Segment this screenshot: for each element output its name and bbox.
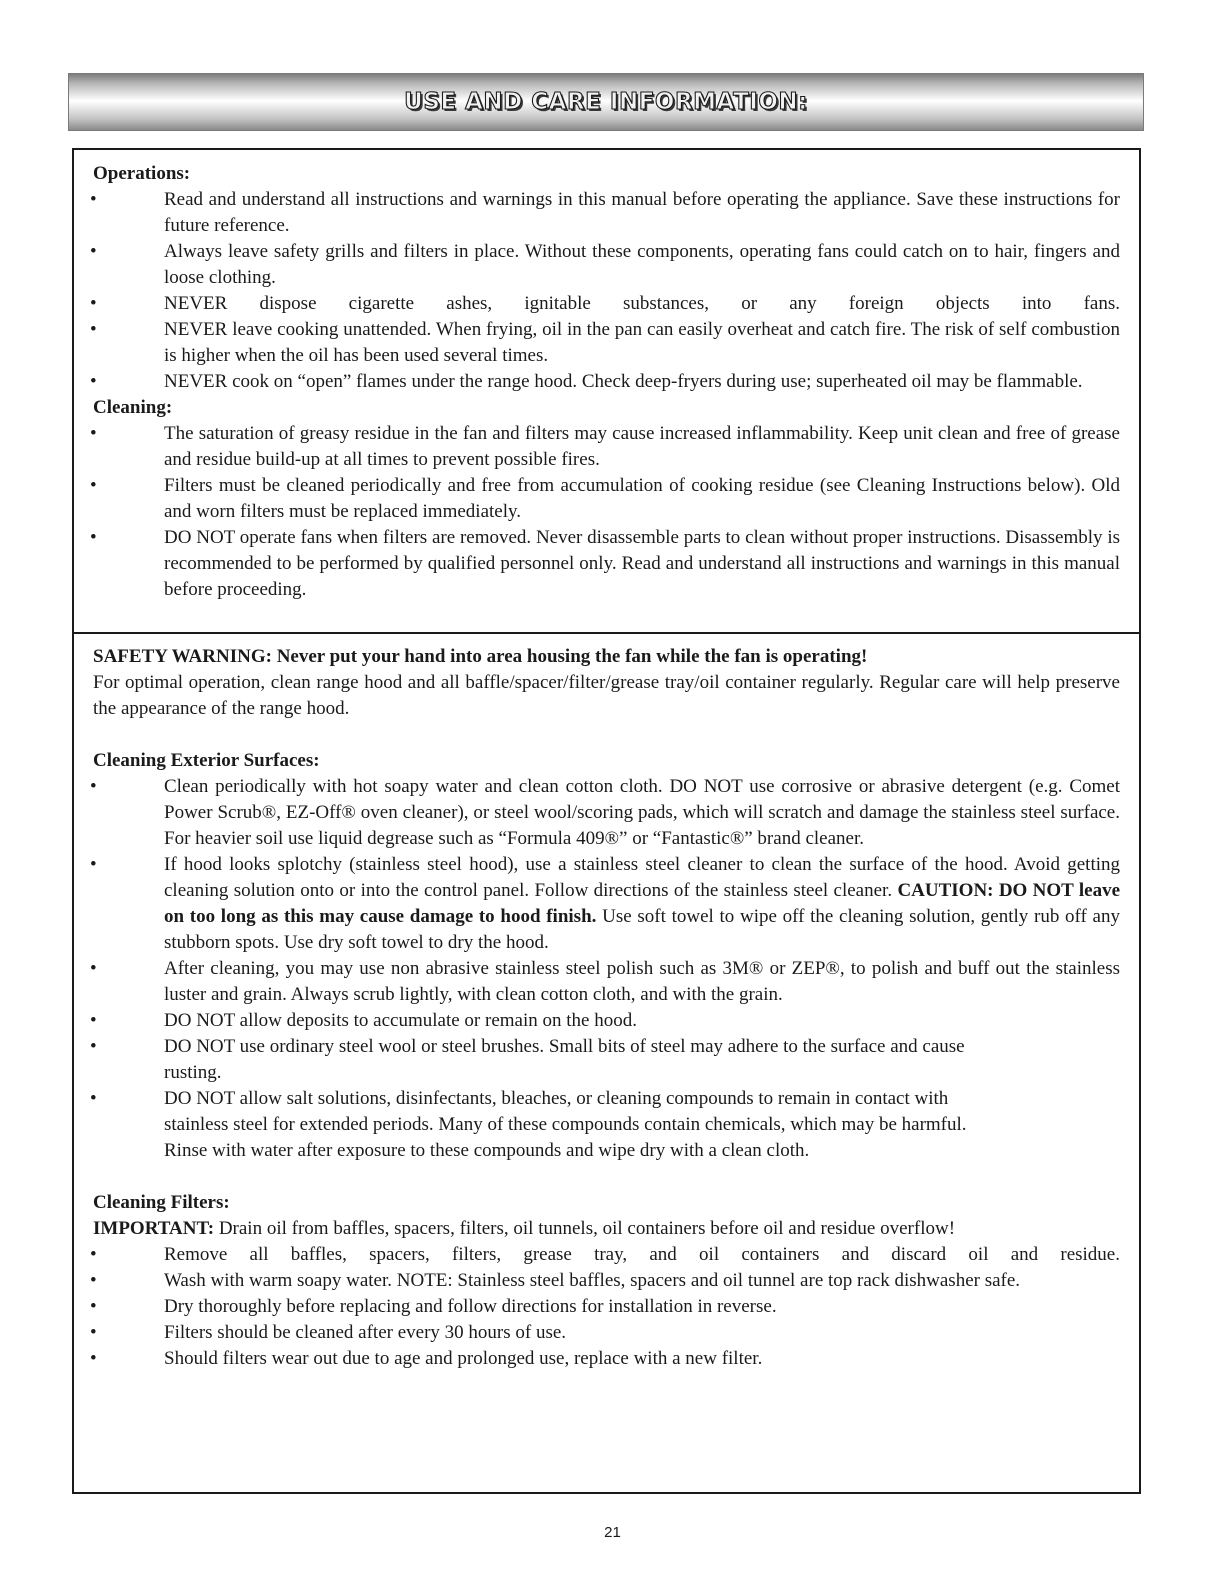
operations-heading: Operations:: [93, 163, 191, 184]
caution-text: CAUTION: DO NOT leave on too long as this may cause damage to hood finish.: [164, 880, 1121, 927]
filters-list: [93, 1242, 1120, 1372]
safety-text: For optimal operation, clean range hood and all baffle/spacer/filter/grease tray/oil container regularly. Regular care will help preserve the appearance of the range hood.: [93, 672, 1120, 719]
exterior-item-line: rusting.: [164, 1062, 222, 1083]
operations-item-text: • NEVER dispose cigarette ashes, ignitable substances, or any foreign objects into fans.: [164, 293, 1120, 314]
spacer: [93, 722, 1120, 748]
filters-item: [93, 1242, 1120, 1268]
spacer: [93, 1164, 1120, 1190]
filters-item-text: • Remove all baffles, spacers, filters, grease tray, and oil containers and discard oil and residue.: [164, 1244, 1120, 1265]
operations-list: [93, 187, 1120, 395]
cleaning-list: [93, 421, 1120, 603]
cleaning-item: • Filters must be cleaned periodically and free from accumulation of cooking residue (see Cleaning Instructions below). Old and worn filters must be replaced immediately.: [93, 473, 1120, 525]
exterior-item: • DO NOT allow deposits to accumulate or remain on the hood.: [93, 1008, 1120, 1034]
operations-item: • Always leave safety grills and filters in place. Without these components, operating fans could catch on to hair, fingers and loose clothing.: [93, 239, 1120, 291]
exterior-item: [93, 1034, 1120, 1086]
exterior-item: • Clean periodically with hot soapy water and clean cotton cloth. DO NOT use corrosive or abrasive detergent (e.g. Comet Power Scrub®, EZ-Off® oven cleaner), or steel wool/scoring pads, which will scratch and damage the stainless steel surface. For heavier soil use liquid degrease such as “Formula 409®” or “Fantastic®” brand cleaner.: [93, 774, 1120, 852]
operations-cleaning-box: [72, 148, 1141, 633]
filters-heading: Cleaning Filters:: [93, 1192, 230, 1213]
exterior-item: [93, 1086, 1120, 1164]
operations-item: • Read and understand all instructions and warnings in this manual before operating the appliance. Save these instructions for future reference.: [93, 187, 1120, 239]
exterior-item: • After cleaning, you may use non abrasive stainless steel polish such as 3M® or ZEP®, to polish and buff out the stainless luster and grain. Always scrub lightly, with clean cotton cloth, and with the grain.: [93, 956, 1120, 1008]
maintenance-box: [72, 632, 1141, 1494]
filters-item: • Filters should be cleaned after every 30 hours of use.: [93, 1320, 1120, 1346]
exterior-item-line: • DO NOT use ordinary steel wool or steel brushes. Small bits of steel may adhere to the surface and cause: [164, 1036, 965, 1057]
filters-item: • Wash with warm soapy water. NOTE: Stainless steel baffles, spacers and oil tunnel are top rack dishwasher safe.: [93, 1268, 1120, 1294]
operations-item: • NEVER leave cooking unattended. When frying, oil in the pan can easily overheat and catch fire. The risk of self combustion is higher when the oil has been used several times.: [93, 317, 1120, 369]
exterior-item-line: Rinse with water after exposure to these compounds and wipe dry with a clean cloth.: [164, 1140, 810, 1161]
exterior-heading: Cleaning Exterior Surfaces:: [93, 750, 320, 771]
exterior-item-line: stainless steel for extended periods. Many of these compounds contain chemicals, which may be harmful.: [164, 1114, 967, 1135]
cleaning-item: • DO NOT operate fans when filters are removed. Never disassemble parts to clean without proper instructions. Disassembly is recommended to be performed by qualified personnel only. Read and understand all instructions and warnings in this manual before proceeding.: [93, 525, 1120, 603]
important-note: [93, 1216, 1120, 1242]
operations-item: • NEVER cook on “open” flames under the range hood. Check deep-fryers during use; superheated oil may be flammable.: [93, 369, 1120, 395]
section-banner: [68, 73, 1144, 131]
exterior-item-text: Use soft towel to wipe off the cleaning solution, gently rub off any stubborn spots. Use dry soft towel to dry the hood.: [164, 906, 1120, 953]
filters-item: • Should filters wear out due to age and prolonged use, replace with a new filter.: [93, 1346, 1120, 1372]
filters-item: • Dry thoroughly before replacing and follow directions for installation in reverse.: [93, 1294, 1120, 1320]
exterior-list: [93, 774, 1120, 1164]
important-text: Drain oil from baffles, spacers, filters, oil tunnels, oil containers before oil and residue overflow!: [214, 1218, 956, 1239]
exterior-item-line: • DO NOT allow salt solutions, disinfectants, bleaches, or cleaning compounds to remain in contact with: [164, 1088, 949, 1109]
important-label: IMPORTANT:: [93, 1218, 215, 1239]
safety-warning: SAFETY WARNING: Never put your hand into area housing the fan while the fan is operating!: [93, 646, 868, 667]
cleaning-heading: Cleaning:: [93, 397, 173, 418]
page-number: 21: [604, 1524, 621, 1541]
page-title: USE AND CARE INFORMATION:: [404, 89, 808, 115]
operations-item: [93, 291, 1120, 317]
exterior-item: [93, 852, 1120, 956]
exterior-item-text: If hood looks splotchy (stainless steel hood), use a stainless steel cleaner to clean the surface of the hood. Avoid getting cleaning solution onto or into the control panel. Follow directions of the stainless steel cleaner.: [164, 854, 1120, 901]
cleaning-item: • The saturation of greasy residue in the fan and filters may cause increased inflammability. Keep unit clean and free of grease and residue build-up at all times to prevent possible fires.: [93, 421, 1120, 473]
